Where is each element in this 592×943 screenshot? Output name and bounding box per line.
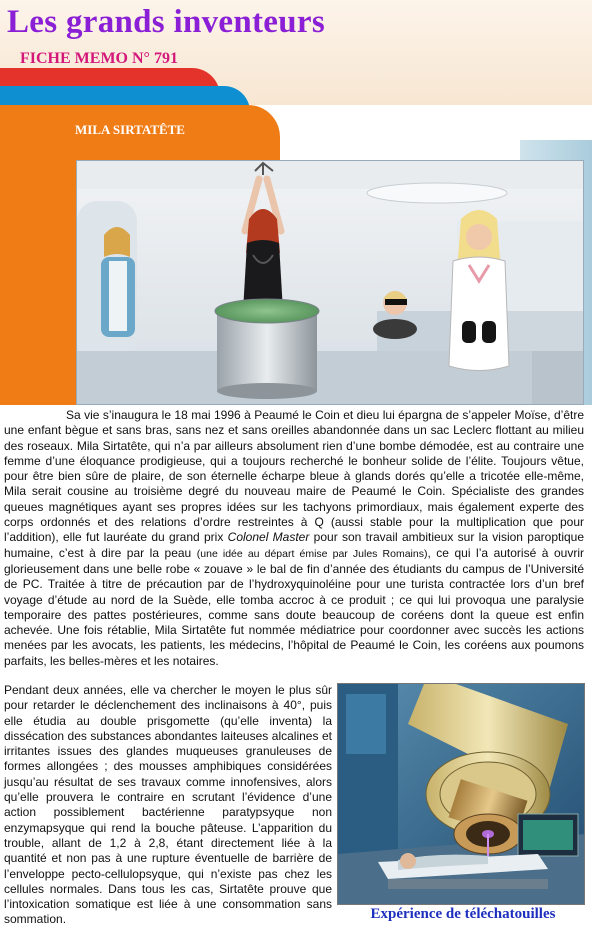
nurse-left-figure [101,227,135,337]
article-paragraph-2: Pendant deux années, elle va chercher le moyen le plus sûr pour retarder le déclenchement des inclinaisons à 40°, puis elle étudia au double prisgomette (qu’elle inventa) la dissécation des substances abondantes laiteuses alcalines et irritantes issues des glandes muqueuses granuleuses de formes allongées ; des mousses amphibiques considérées jusqu’au résultat de ses travaux comme innofensives, alors qu’elle prouvera le contraire en scrutant l’évidence d’une action possiblement bactérienne paratypsyque non enzymapsyque qui rend la bouche pâteuse. L’apparition du trouble, allant de 1,2 à 2,8, étant directement liée à la quantité et non pas à une rupture éventuelle de barrière de l’enveloppe pecto-cellulopsyque, qui n’existe pas chez les cellules normales. Dans tous les cas, Sirtatête prouve que l’intoxication somatique est liée à une consommation sans sommation. [4,683,332,927]
article-text-part-c: , ce qui l’a autorisé à ouvrir glorieusement dans une belle robe « zouave » le bal de fin d’année des étudiants du campus de l’Université de PC. Traitée à titre de précaution par de l’hydroxyquinoléine pour une turista contractée lors d’un bref voyage d’étude au nord de la Suède, elle tomba accroc à ce produit ; ce qui lui provoqua une paralysie temporaire des pattes postérieures, comme sans doute beaucoup de coréens dont la queue est enfin achevée. Une fois rétablie, Mila Sirtatête fut nommée médiatrice pour coordonner avec succès les actions menées par les avocats, les patients, les médecins, l’hôpital de Peaumé le Coin, les coréens aux poumons parfaits, les belles-mères et les notaires. [4,545,584,668]
tank [215,299,319,399]
main-illustration [76,160,584,405]
monitor-panel [518,814,578,856]
page-title: Les grands inventeurs [7,4,325,40]
article-paragraph-1 [4,408,584,669]
prize-name: Colonel Master [227,530,310,545]
subject-name: MILA SIRTATÊTE [75,122,185,137]
figure-caption: Expérience de téléchatouilles [370,906,556,922]
article-aside: (une idée au départ émise par Jules Romains) [196,547,428,560]
article-text-part-a: Sa vie s’inaugura le 18 mai 1996 à Peaumé le Coin et dieu lui épargna de s’appeler Moïse, d’être une enfant bègue et sans bras, sans nez et sans oreilles abandonnée dans un sac Leclerc flottant au milieu des roseaux. Mila Sirtatête, qui n’a par ailleurs absolument rien d’une bombe démodée, est au contraire une femme d’une éloquance prodigieuse, qui a toujours recherché le bonheur solide de l’élite. Toujours vêtue, pour être bien sûre de plaire, de son éternelle écharpe bleue à glands dorés qu’elle a tricotée elle-même, Mila serait cousine au troisième degré du nouveau maire de Peaumé le Coin. Spécialiste des grandes queues magnétiques ayant ses propres idées sur les tachyons primordiaux, mais également experte des corps ordonnés et des relations d’ordre restreintes à Q (aussi stable pour la multiplication que pour l’addition), elle fut lauréate du grand prix [4,408,584,545]
memo-number: FICHE MEMO N° 791 [20,50,178,67]
article-text-part-b: pour son travail ambitieux sur la vision paroptique humaine, c’est à dire par la peau [4,530,585,560]
experiment-illustration [337,683,585,905]
